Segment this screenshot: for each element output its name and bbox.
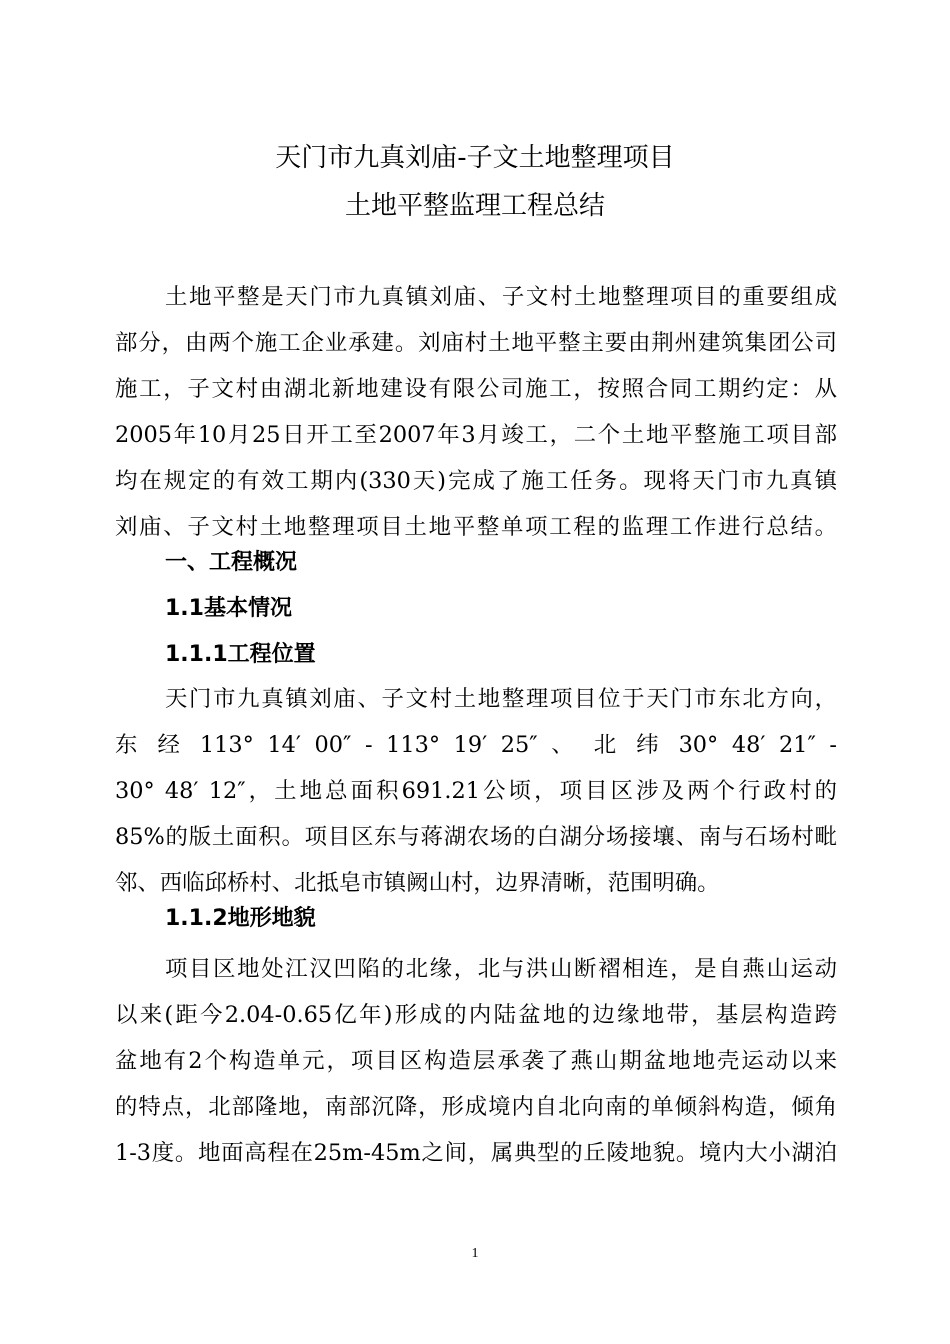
paragraph-line: 项目区地处江汉凹陷的北缘，北与洪山断褶相连，是自燕山运动 <box>165 956 837 982</box>
paragraph-line: 邻、西临邱桥村、北抵皂市镇阙山村，边界清晰，范围明确。 <box>115 870 720 896</box>
paragraph-line: 均在规定的有效工期内(330天)完成了施工任务。现将天门市九真镇 <box>115 468 837 494</box>
paragraph-line: 施工，子文村由湖北新地建设有限公司施工，按照合同工期约定：从 <box>115 376 837 402</box>
paragraph-line: 土地平整是天门市九真镇刘庙、子文村土地整理项目的重要组成 <box>165 284 837 310</box>
paragraph-line: 30° 48′ 12″，土地总面积691.21公顷，项目区涉及两个行政村的 <box>115 778 837 804</box>
subsubsection-heading: 1.1.2地形地貌 <box>165 906 316 931</box>
paragraph-line: 1-3度。地面高程在25m-45m之间，属典型的丘陵地貌。境内大小湖泊 <box>115 1140 837 1166</box>
document-title-line-2: 土地平整监理工程总结 <box>344 191 605 221</box>
paragraph-line: 刘庙、子文村土地整理项目土地平整单项工程的监理工作进行总结。 <box>115 514 837 540</box>
paragraph-line: 的特点，北部隆地，南部沉降，形成境内自北向南的单倾斜构造，倾角 <box>115 1094 837 1120</box>
paragraph-line: 天门市九真镇刘庙、子文村土地整理项目位于天门市东北方向， <box>165 686 837 712</box>
subsection-heading: 1.1基本情况 <box>165 596 292 621</box>
paragraph-line: 2005年10月25日开工至2007年3月竣工，二个土地平整施工项目部 <box>115 422 837 448</box>
paragraph-line: 85%的版土面积。项目区东与蒋湖农场的白湖分场接壤、南与石场村毗 <box>115 824 837 850</box>
subsubsection-heading: 1.1.1工程位置 <box>165 642 316 667</box>
paragraph-line: 东 经 113° 14′ 00″ - 113° 19′ 25″ 、 北 纬 30° 48′ 21″ - <box>115 732 837 758</box>
document-title-line-1: 天门市九真刘庙-子文土地整理项目 <box>275 143 675 173</box>
paragraph-line: 以来(距今2.04-0.65亿年)形成的内陆盆地的边缘地带，基层构造跨 <box>115 1002 837 1028</box>
paragraph-line: 部分，由两个施工企业承建。刘庙村土地平整主要由荆州建筑集团公司 <box>115 330 837 356</box>
section-heading: 一、工程概况 <box>165 550 298 575</box>
page-number: 1 <box>471 1246 479 1261</box>
paragraph-line: 盆地有2个构造单元，项目区构造层承袭了燕山期盆地地壳运动以来 <box>115 1048 837 1074</box>
